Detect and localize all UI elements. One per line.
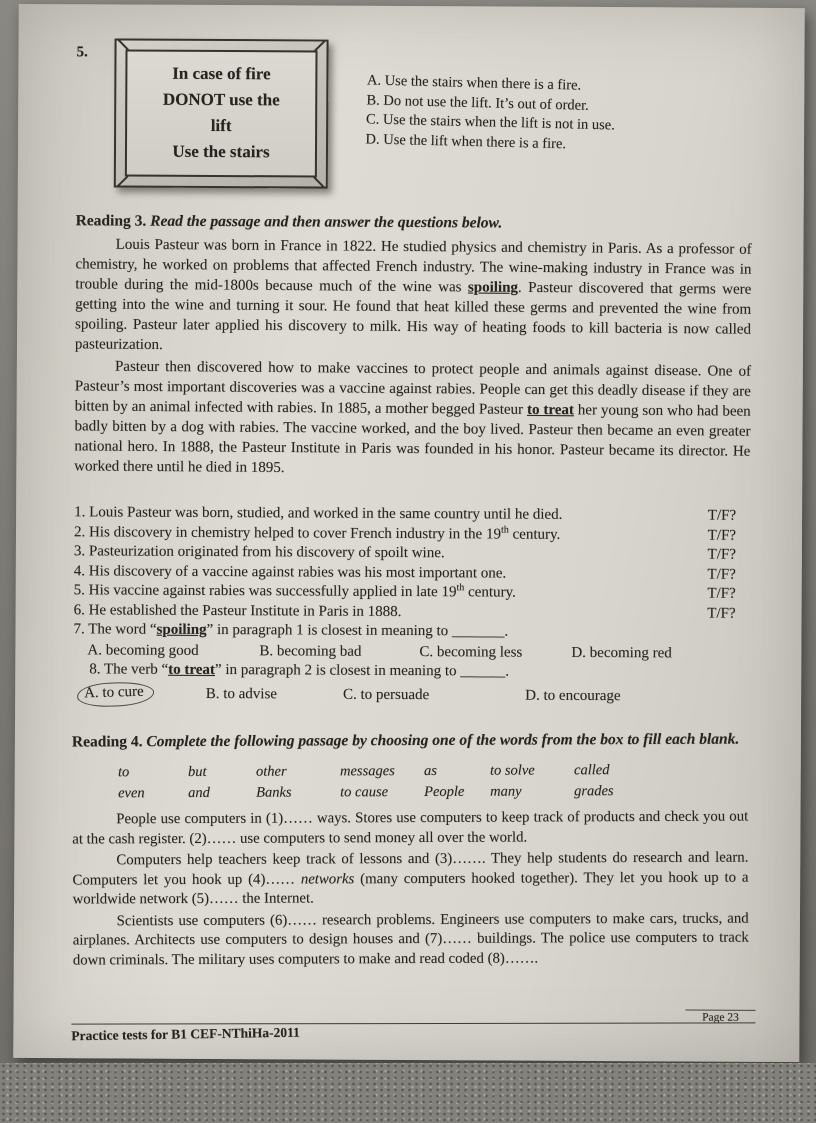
option-b: B. becoming bad xyxy=(259,642,362,660)
word-box xyxy=(118,760,728,805)
box-word: and xyxy=(188,784,210,801)
option-a: A. Use the stairs when there is a fire. xyxy=(366,72,582,94)
box-word: to solve xyxy=(489,762,535,779)
paragraph-text: her young son who had been badly bitten by a dog with rabies. The vaccine worked, and the boy lived. Pasteur then became an even greater national hero. In 1888, the Pasteur Institute in Paris was founded in his honor. Pasteur became its director. He worked there until he died in 1895. xyxy=(74,402,751,477)
italic-networks: networks xyxy=(300,870,355,887)
reading3-instruction: Read the passage and then answer the questions below. xyxy=(150,212,503,232)
question-text-part: ” in paragraph 1 is closest in meaning to _______. xyxy=(206,621,509,640)
reading4-paragraph-2 xyxy=(72,849,748,910)
question-text: 3. Pasteurization originated from his discovery of spoilt wine. xyxy=(73,543,445,562)
option-a-circled-answer: A. to cure xyxy=(77,681,154,707)
reading3-paragraph-1 xyxy=(75,234,752,359)
paragraph-text: (many computers hooked together). They let you hook up to a worldwide network (5)…… the Internet. xyxy=(72,869,749,908)
question-7-text xyxy=(73,620,749,643)
box-word: but xyxy=(187,763,207,780)
keyword-to-treat-ref: to treat xyxy=(168,661,215,678)
question-text: 6. He established the Pasteur Institute in Paris in 1888. xyxy=(73,601,402,620)
box-word: as xyxy=(423,762,437,779)
word-box-row-2 xyxy=(118,781,728,805)
tf-marker: T/F? xyxy=(707,507,737,524)
frame-corner-line xyxy=(116,176,128,188)
keyword-spoiling-ref: spoiling xyxy=(156,621,207,638)
paragraph-text: Pasteur then discovered how to make vaccines to protect people and animals against disease. One of Pasteur’s most important discoveries was a vaccine against rabies. People can get this deadly disease if they are bitten by an animal infected with rabies. In 1885, a mother begged Pasteur xyxy=(74,358,752,418)
option-c: C. Use the stairs when the lift is not in use. xyxy=(365,111,616,134)
sign-line: DONOT use the xyxy=(162,89,280,110)
reading3-title: Reading 3. xyxy=(75,212,147,230)
question-text: 1. Louis Pasteur was born, studied, and worked in the same country until he died. xyxy=(74,504,563,523)
question-text-part: 5. His vaccine against rabies was successfully applied in late 19 xyxy=(73,582,457,601)
fire-sign-frame xyxy=(114,38,329,188)
keyword-to-treat: to treat xyxy=(526,401,574,419)
frame-corner-line xyxy=(117,38,129,50)
box-word: called xyxy=(573,762,610,779)
question-text-part: 8. The verb “ xyxy=(89,661,169,678)
tf-marker: T/F? xyxy=(707,566,736,583)
reading4-paragraph-3: Scientists use computers (6)…… research problems. Engineers use computers to make cars, trucks, and airplanes. Architects use computers to design houses and (7)…… buildings. The police use computers to track down criminals. The military uses computers to make and read coded (8)……. xyxy=(72,910,749,968)
sign-line: lift xyxy=(210,115,232,136)
paragraph-text: . Pasteur discovered that germs were getting into the wine and turning it sour. He found that heat killed these germs and prevented the wine from spoiling. Pasteur later applied his discovery to milk. His way of heating foods to kill bacteria is now called pasteurization. xyxy=(74,279,752,354)
box-word: other xyxy=(255,763,287,780)
option-d: D. becoming red xyxy=(571,644,672,661)
reading3-heading xyxy=(76,211,752,235)
reading4-paragraph-1: People use computers in (1)…… ways. Stores use computers to keep track of products and check you out at the cash register. (2)…… use computers to send money all over the world. xyxy=(72,808,749,847)
keyword-spoiling: spoiling xyxy=(467,279,519,296)
question-5-block xyxy=(76,38,753,191)
tf-marker: T/F? xyxy=(707,585,736,602)
footer-source-text: Practice tests for B1 CEF-NThiHa-2011 xyxy=(71,1024,300,1044)
question-8-options xyxy=(77,682,749,709)
question-5-number: 5. xyxy=(76,44,88,61)
tf-marker: T/F? xyxy=(707,527,737,544)
reading4-instruction: Complete the following passage by choosing one of the words from the box to fill each blank. xyxy=(146,730,740,751)
scanned-test-page xyxy=(13,4,805,1062)
option-c: C. to persuade xyxy=(342,686,430,703)
tf-marker: T/F? xyxy=(707,605,736,622)
option-b: B. Do not use the lift. It’s out of order. xyxy=(366,91,589,114)
option-a: A. becoming good xyxy=(87,641,199,659)
option-b: B. to advise xyxy=(205,685,278,702)
question-text: 4. His discovery of a vaccine against rabies was his most important one. xyxy=(73,562,507,582)
frame-corner-line xyxy=(313,177,325,189)
question-8-text xyxy=(89,660,749,683)
question-text-part: century. xyxy=(508,526,561,543)
question-5-options xyxy=(365,71,616,155)
question-text-part: century. xyxy=(464,584,516,601)
page-footer xyxy=(71,1006,755,1048)
superscript-th: th xyxy=(456,582,465,594)
box-word: Banks xyxy=(256,784,292,801)
box-word: many xyxy=(490,783,522,800)
sign-line: Use the stairs xyxy=(172,141,270,162)
page-number: Page 23 xyxy=(685,1009,755,1023)
option-c: C. becoming less xyxy=(419,643,523,661)
box-word: People xyxy=(424,783,465,800)
option-d: D. to encourage xyxy=(525,687,621,704)
sign-line: In case of fire xyxy=(172,63,271,84)
question-text-part: ” in paragraph 2 is closest in meaning to ______. xyxy=(214,661,510,680)
fire-sign-text xyxy=(125,50,318,178)
superscript-th: th xyxy=(500,523,509,536)
question-text-part: 2. His discovery in chemistry helped to cover French industry in the 19 xyxy=(73,523,502,542)
reading4-title: Reading 4. xyxy=(71,733,143,751)
box-word: to cause xyxy=(340,784,389,801)
box-word: messages xyxy=(339,763,395,780)
option-d: D. Use the lift when there is a fire. xyxy=(365,130,567,152)
box-word: to xyxy=(117,764,130,781)
reading3-questions xyxy=(73,503,750,709)
reading3-paragraph-2 xyxy=(74,356,751,481)
reading4-section xyxy=(72,730,749,971)
word-box-row-1 xyxy=(118,760,728,784)
frame-corner-line xyxy=(314,39,326,51)
question-text-part: 7. The word “ xyxy=(73,621,157,638)
reading4-heading xyxy=(72,730,748,753)
paragraph-text: Computers help teachers keep track of lessons and (3)……. They help students do research and learn. Computers let you hook up (4)…… xyxy=(72,849,749,888)
paragraph-text: Louis Pasteur was born in France in 1822. He studied physics and chemistry in Paris. As a professor of chemistry, he worked on problems that affected French industry. The wine-making industry in France was in trouble during the mid-1800s because much of the wine was xyxy=(75,236,752,296)
box-word: even xyxy=(118,785,145,802)
tf-marker: T/F? xyxy=(707,546,736,563)
box-word: grades xyxy=(574,783,614,800)
photo-background-floor xyxy=(0,1063,816,1123)
